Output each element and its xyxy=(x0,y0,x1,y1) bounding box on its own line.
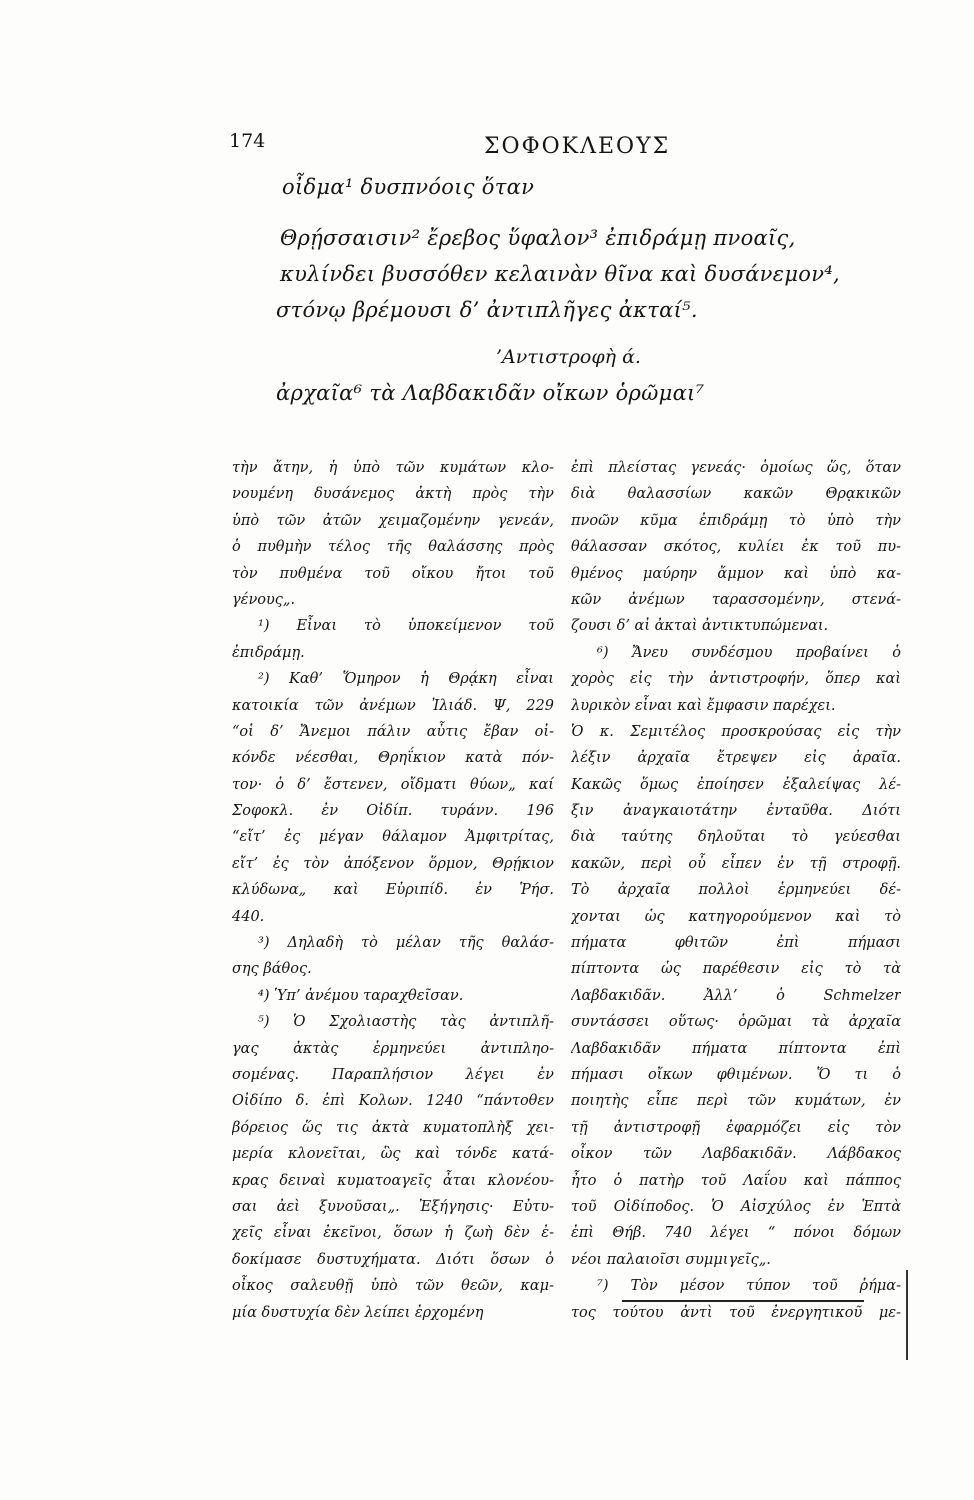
note-line: οἶκον τῶν Λαβδακιδᾶν. Λάβδακος xyxy=(571,1146,901,1163)
note-line: 440. xyxy=(232,908,265,925)
note-line: διὰ ταύτης δηλοῦται τὸ γεύεσθαι xyxy=(571,829,901,846)
note-line: τῇ ἀντιστροφῇ ἐφαρμόζει εἰς τὸν xyxy=(571,1119,901,1136)
note-line: ¹) Εἶναι τὸ ὑποκείμενον τοῦ xyxy=(258,618,554,635)
note-line: μερία κλονεῖται, ὣς καὶ τόνδε κατά- xyxy=(232,1146,554,1163)
note-line: δοκίμασε δυστυχήματα. Διότι ὅσων ὁ xyxy=(232,1251,554,1268)
note-line: ποιητὴς εἶπε περὶ τῶν κυμάτων, ἐν xyxy=(571,1093,901,1110)
note-line: βόρειος ὥς τις ἀκτὰ κυματοπλὴξ χει- xyxy=(232,1119,554,1136)
note-line: ξιν ἀναγκαιοτάτην ἐνταῦθα. Διότι xyxy=(571,803,901,820)
running-head: ΣΟΦΟΚΛΕΟΥΣ xyxy=(484,134,671,159)
note-line: ὁ πυθμὴν τέλος τῆς θαλάσσης πρὸς xyxy=(232,539,554,556)
antistrophe-heading: ’Αντιστροφὴ ά. xyxy=(496,346,641,368)
note-line: πίπτοντα ὡς παρέθεσιν εἰς τὸ τὰ xyxy=(571,961,901,978)
note-line: κακῶν, περὶ οὗ εἶπεν ἐν τῇ στροφῇ. xyxy=(571,855,901,872)
margin-mark xyxy=(906,1270,908,1360)
verse-line: Θρῄσσαισιν² ἔρεβος ὕφαλον³ ἐπιδράμῃ πνοαῖς, xyxy=(280,226,796,250)
note-line: διὰ θαλασσίων κακῶν Θρᾳκικῶν xyxy=(571,486,901,503)
note-line: Τὸ ἀρχαῖα πολλοὶ ἑρμηνεύει δέ- xyxy=(571,882,901,899)
verse-line: στόνῳ βρέμουσι δ’ ἀντιπλῆγες ἀκταί⁵. xyxy=(276,298,698,322)
note-line: ⁴) Ὑπ’ ἀνέμου ταραχθεῖσαν. xyxy=(258,987,464,1004)
hand-underline xyxy=(622,1300,864,1302)
note-line: ἦτο ὁ πατὴρ τοῦ Λαΐου καὶ πάππος xyxy=(571,1172,901,1189)
note-line: ⁵) Ὁ Σχολιαστὴς τὰς ἀντιπλῆ- xyxy=(258,1014,554,1031)
note-line: τὴν ἄτην, ἡ ὑπὸ τῶν κυμάτων κλο- xyxy=(232,460,554,476)
verse-line: οἶδμα¹ δυσπνόοις ὅταν xyxy=(282,175,535,199)
note-line: τος τούτου ἀντὶ τοῦ ἐνεργητικοῦ με- xyxy=(571,1304,901,1321)
note-line: κῶν ἀνέμων ταρασσομένην, στενά- xyxy=(571,591,901,608)
note-line: ²) Καθ’ Ὅμηρον ἡ Θρᾴκη εἶναι xyxy=(258,671,554,688)
note-line: “οἱ δ’ Ἄνεμοι πάλιν αὖτις ἔβαν οἰ- xyxy=(232,723,554,740)
note-line: Κακῶς ὅμως ἐποίησεν ἐξαλείψας λέ- xyxy=(571,776,901,793)
note-line: σαι ἀεὶ ξυνοῦσαι„. Ἐξήγησις· Εὐτυ- xyxy=(232,1198,554,1215)
note-line: νουμένη δυσάνεμος ἀκτὴ πρὸς τὴν xyxy=(232,486,554,503)
note-line: γας ἀκτὰς ἑρμηνεύει ἀντιπληο- xyxy=(232,1040,554,1057)
notes-right-column xyxy=(571,455,901,1326)
note-line: ⁶) Ἄνευ συνδέσμου προβαίνει ὁ xyxy=(597,644,901,661)
note-line: ἐπὶ Θήβ. 740 λέγει “ πόνοι δόμων xyxy=(571,1225,901,1242)
note-line: σης βάθος. xyxy=(232,961,312,978)
note-line: γένους„. xyxy=(232,591,296,608)
note-line: χεῖς εἶναι ἐκεῖνοι, ὅσων ἡ ζωὴ δὲν ἐ- xyxy=(232,1225,554,1242)
note-line: Λαβδακιδᾶν. Ἀλλ’ ὁ Schmelzer xyxy=(571,987,901,1004)
note-line: ³) Δηλαδὴ τὸ μέλαν τῆς θαλάσ- xyxy=(258,935,554,952)
note-line: νέοι παλαιοῖσι συμμιγεῖς„. xyxy=(571,1251,771,1268)
note-line: Οἰδίπο δ. ἐπὶ Κολων. 1240 “πάντοθεν xyxy=(232,1093,554,1110)
note-line: εἴτ’ ἐς τὸν ἀπόξενον ὅρμον, Θρῄκιον xyxy=(232,855,554,872)
note-line: ἐπὶ πλείστας γενεάς· ὁμοίως ὥς, ὅταν xyxy=(571,460,901,476)
note-line: κατοικία τῶν ἀνέμων Ἰλιάδ. Ψ, 229 xyxy=(232,697,554,714)
note-line: τον· ὁ δ’ ἔστενεν, οἴδματι θύων„ καί xyxy=(232,776,554,793)
note-line: “εἴτ’ ἐς μέγαν θάλαμον Ἀμφιτρίτας, xyxy=(232,829,554,846)
note-line: συντάσσει οὕτως· ὁρῶμαι τὰ ἀρχαῖα xyxy=(571,1014,901,1031)
note-line: ζουσι δ’ αἱ ἀκταὶ ἀντικτυπώμεναι. xyxy=(571,618,829,635)
note-line: πήματα φθιτῶν ἐπὶ πήμασι xyxy=(571,935,901,952)
page-number: 174 xyxy=(229,130,266,152)
note-line: πνοῶν κῦμα ἐπιδράμῃ τὸ ὑπὸ τὴν xyxy=(571,512,901,529)
note-line: ⁷) Τὸν μέσον τύπον τοῦ ῥήμα- xyxy=(597,1278,901,1295)
note-line: κόνδε νέεσθαι, Θρηΐκιον κατὰ πόν- xyxy=(232,750,554,767)
note-line: κλύδωνα„ καὶ Εὐριπίδ. ἐν Ῥήσ. xyxy=(232,882,554,899)
note-line: ὑπὸ τῶν ἀτῶν χειμαζομένην γενεάν, xyxy=(232,512,554,529)
note-line: θάλασσαν σκότος, κυλίει ἐκ τοῦ πυ- xyxy=(571,539,901,556)
note-line: Ὁ κ. Σεμιτέλος προσκρούσας εἰς τὴν xyxy=(571,723,901,740)
verse-line: ἀρχαῖα⁶ τὰ Λαβδακιδᾶν οἴκων ὁρῶμαι⁷ xyxy=(276,381,705,405)
note-line: λέξιν ἀρχαῖα ἔτρεψεν εἰς ἀραῖα. xyxy=(571,750,901,767)
notes-left-column xyxy=(232,455,554,1326)
note-line: πήμασι οἴκων φθιμένων. Ὅ τι ὁ xyxy=(571,1066,901,1083)
note-line: μία δυστυχία δὲν λείπει ἐρχομένη xyxy=(232,1304,484,1321)
note-line: ἐπιδράμῃ. xyxy=(232,644,305,661)
note-line: τὸν πυθμένα τοῦ οἴκου ἤτοι τοῦ xyxy=(232,565,554,582)
note-line: θμένος μαύρην ἄμμον καὶ ὑπὸ κα- xyxy=(571,565,901,582)
verse-line: κυλίνδει βυσσόθεν κελαινὰν θῖνα καὶ δυσάνεμον⁴, xyxy=(280,262,840,286)
note-line: τοῦ Οἰδίποδος. Ὁ Αἰσχύλος ἐν Ἑπτὰ xyxy=(571,1198,901,1215)
note-line: κρας δειναὶ κυματοαγεῖς ἆται κλονέου- xyxy=(232,1172,554,1189)
note-line: χονται ὡς κατηγορούμενον καὶ τὸ xyxy=(571,908,901,925)
note-line: λυρικὸν εἶναι καὶ ἔμφασιν παρέχει. xyxy=(571,697,836,714)
note-line: οἶκος σαλευθῇ ὑπὸ τῶν θεῶν, καμ- xyxy=(232,1278,554,1295)
note-line: χορὸς εἰς τὴν ἀντιστροφήν, ὅπερ καὶ xyxy=(571,671,901,688)
note-line: σομένας. Παραπλήσιον λέγει ἐν xyxy=(232,1066,554,1083)
note-line: Λαβδακιδᾶν πήματα πίπτοντα ἐπὶ xyxy=(571,1040,901,1057)
note-line: Σοφοκλ. ἐν Οἰδίπ. τυράνν. 196 xyxy=(232,803,554,820)
